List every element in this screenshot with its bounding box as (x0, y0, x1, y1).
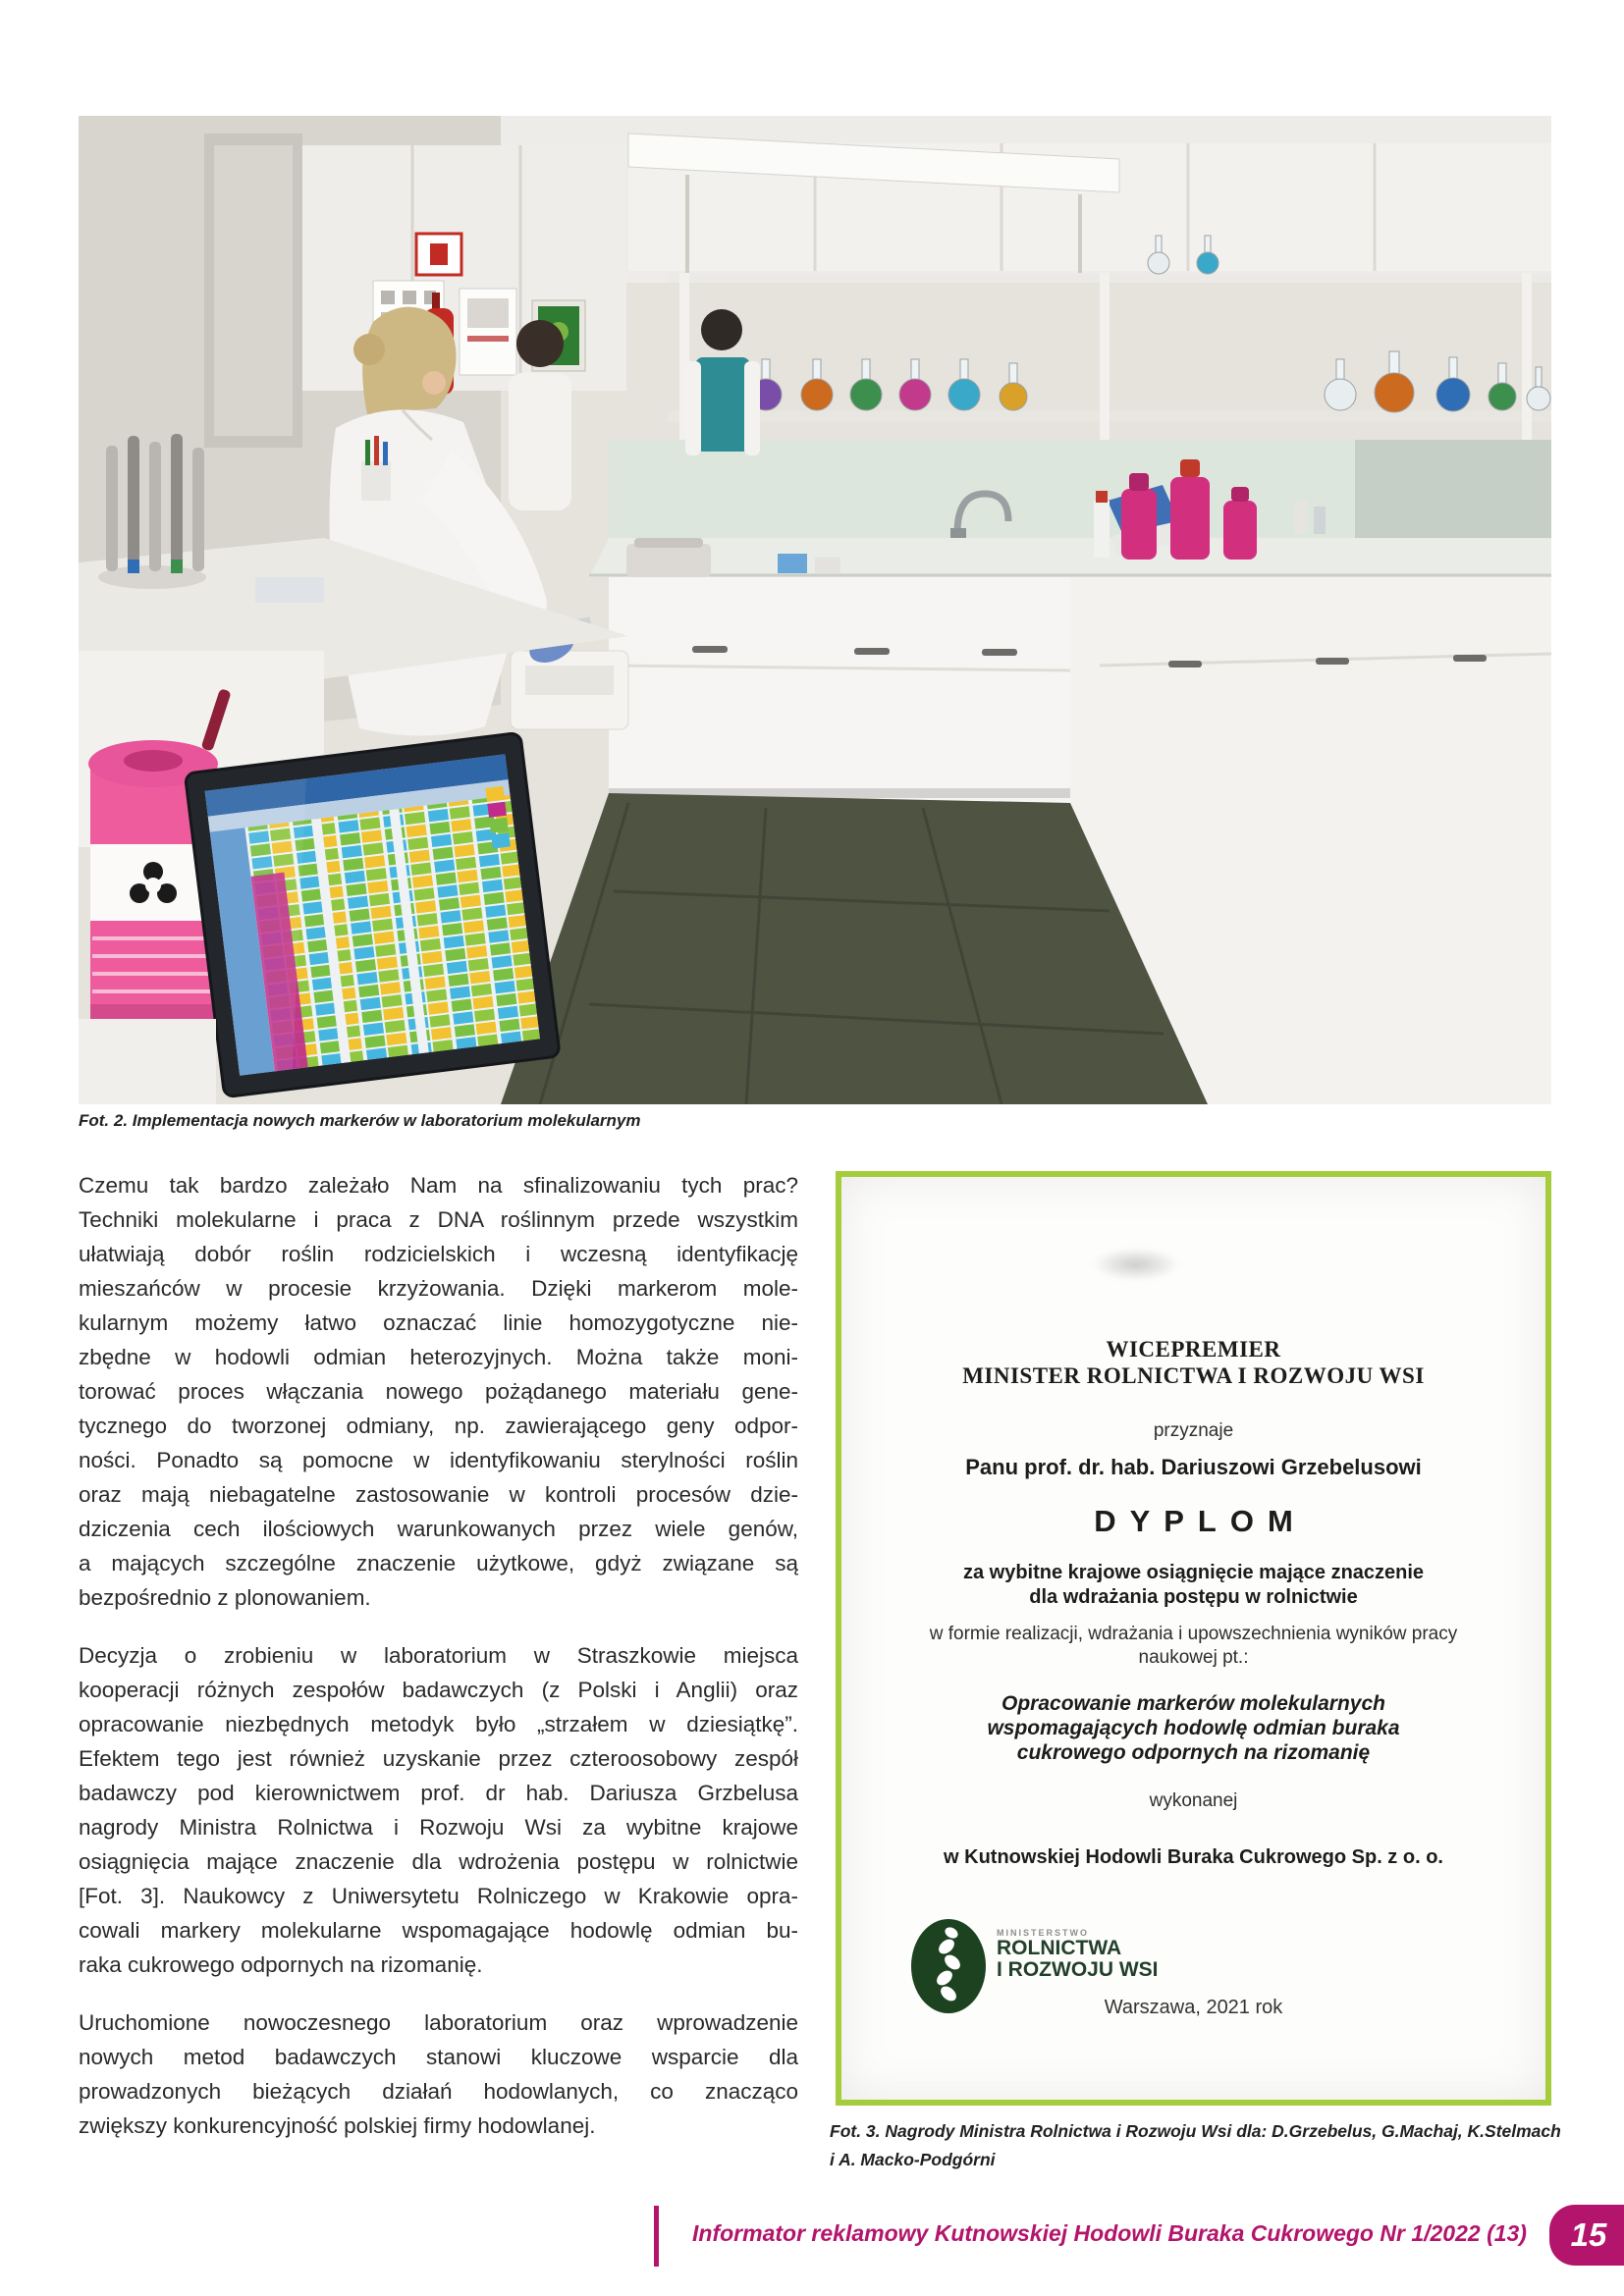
scan-smudge (1092, 1248, 1180, 1281)
article-line: tycznego do tworzonej odmiany, np. zawierającego geny odpor- (79, 1414, 798, 1438)
article-text (79, 1168, 798, 2166)
article-line: kularnym możemy łatwo oznaczać linie homozygotyczne nie- (79, 1310, 798, 1335)
article-line: cowali markery molekularne wspomagające hodowlę odmian bu- (79, 1918, 798, 1943)
diploma-figure (836, 1171, 1551, 2106)
article-line: nowych metod badawczych stanowi kluczowe wsparcie dla (79, 2045, 798, 2069)
article-line: Czemu tak bardzo zależało Nam na sfinalizowaniu tych prac? (79, 1173, 798, 1198)
photo-caption-fot3 (830, 2117, 1561, 2174)
diploma-form-line1: w formie realizacji, wdrażania i upowszechnienia wyników pracy (929, 1624, 1458, 1644)
lab-photo (79, 116, 1551, 1104)
article-line: torować proces włączania nowego pożądanego materiału gene- (79, 1379, 798, 1404)
article-line: oraz mają niebagatelne zastosowanie w kontroli procesów dzie- (79, 1482, 798, 1507)
article-line: prowadzonych bieżących działań hodowlanych, co znacząco (79, 2079, 798, 2104)
article-line: kooperacji różnych zespołów badawczych (z Polski i Anglii) oraz (79, 1678, 798, 1702)
diploma-made: wykonanej (1149, 1790, 1238, 1811)
article-line: ności. Ponadto są pomocne w identyfikowaniu sterylności roślin (79, 1448, 798, 1472)
diploma-recipient: Panu prof. dr. hab. Dariuszowi Grzebelusowi (965, 1455, 1422, 1479)
person-background (509, 320, 571, 510)
pen-cup (361, 436, 391, 501)
diploma-header-line2: MINISTER ROLNICTWA I ROZWOJU WSI (962, 1363, 1425, 1388)
diploma-work-line1: Opracowanie markerów molekularnych (1001, 1692, 1385, 1715)
diploma-for-line1: za wybitne krajowe osiągnięcie mające znaczenie (962, 1562, 1425, 1583)
fot3-line2: i A. Macko-Podgórni (830, 2150, 996, 2169)
article-line: [Fot. 3]. Naukowcy z Uniwersytetu Rolniczego w Krakowie opra- (79, 1884, 798, 1908)
footer-divider (654, 2206, 659, 2267)
photo-caption-fot2: Fot. 2. Implementacja nowych markerów w laboratorium molekularnym (79, 1111, 641, 1130)
diploma-scan (841, 1177, 1545, 2100)
article-line: badawczy pod kierownictwem prof. dr hab. Dariusza Grzbelusa (79, 1781, 798, 1805)
article-line: Techniki molekularne i praca z DNA roślinnym przede wszystkim (79, 1207, 798, 1232)
article-line: mieszańców w procesie krzyżowania. Dzięki markerom mole- (79, 1276, 798, 1301)
article-line: osiągnięcia mające znaczenie dla wdrożenia postępu w rolnictwie (79, 1849, 798, 1874)
article-line: Uruchomione nowoczesnego laboratorium oraz wprowadzenie (79, 2010, 798, 2035)
diploma-work-line2: wspomagających hodowlę odmian buraka (987, 1717, 1400, 1739)
diploma-for-line2: dla wdrażania postępu w rolnictwie (1029, 1586, 1358, 1608)
diploma-form-line2: naukowej pt.: (1138, 1647, 1249, 1668)
diploma-header-line1: WICEPREMIER (1106, 1337, 1281, 1362)
article-line: a mających szczególne znaczenie użytkowe, gdyż związane są (79, 1551, 798, 1575)
ministry-logo-line1: ROLNICTWA (997, 1937, 1122, 1960)
article-line: bezpośrednio z plonowaniem. (79, 1585, 371, 1610)
monitor (185, 732, 560, 1096)
article-line: zwiększy konkurencyjność polskiej firmy hodowlanej. (79, 2113, 596, 2138)
article-line: dziczenia cech ilościowych warunkowanych przez wiele genów, (79, 1517, 798, 1541)
diploma-title: DYPLOM (1094, 1504, 1307, 1538)
footer-journal-title: Informator reklamowy Kutnowskiej Hodowli Buraka Cukrowego Nr 1/2022 (13) (692, 2220, 1527, 2246)
diploma-company: w Kutnowskiej Hodowli Buraka Cukrowego Sp. z o. o. (944, 1846, 1443, 1868)
page-number-badge: 15 (1549, 2205, 1624, 2266)
article-line: nagrody Ministra Rolnictwa i Rozwoju Wsi za wybitne krajowe (79, 1815, 798, 1840)
article-line: opracowanie niezbędnych metodyk było „strzałem w dziesiątkę”. (79, 1712, 798, 1736)
article-line: ułatwiają dobór roślin rodzicielskich i wczesną identyfikację (79, 1242, 798, 1266)
article-line: Decyzja o zrobieniu w laboratorium w Straszkowie miejsca (79, 1643, 798, 1668)
fot3-line1: Fot. 3. Nagrody Ministra Rolnictwa i Rozwoju Wsi dla: D.Grzebelus, G.Machaj, K.Stelmach (830, 2121, 1561, 2141)
article-line: Efektem tego jest również uzyskanie przez czteroosobowy zespół (79, 1746, 798, 1771)
diploma-work-line3: cukrowego odpornych na rizomanię (1016, 1741, 1371, 1764)
ministry-logo-small-text: MINISTERSTWO (997, 1928, 1089, 1938)
ministry-logo-line2: I ROZWOJU WSI (997, 1958, 1159, 1982)
lab-photo-figure (79, 116, 1551, 1104)
article-line: zbędne w hodowli odmian heterozyjnych. Można także moni- (79, 1345, 798, 1369)
article-line: raka cukrowego odpornych na rizomanię. (79, 1952, 483, 1977)
diploma-place-date: Warszawa, 2021 rok (1104, 1997, 1283, 2018)
diploma-grants: przyznaje (1153, 1420, 1234, 1441)
